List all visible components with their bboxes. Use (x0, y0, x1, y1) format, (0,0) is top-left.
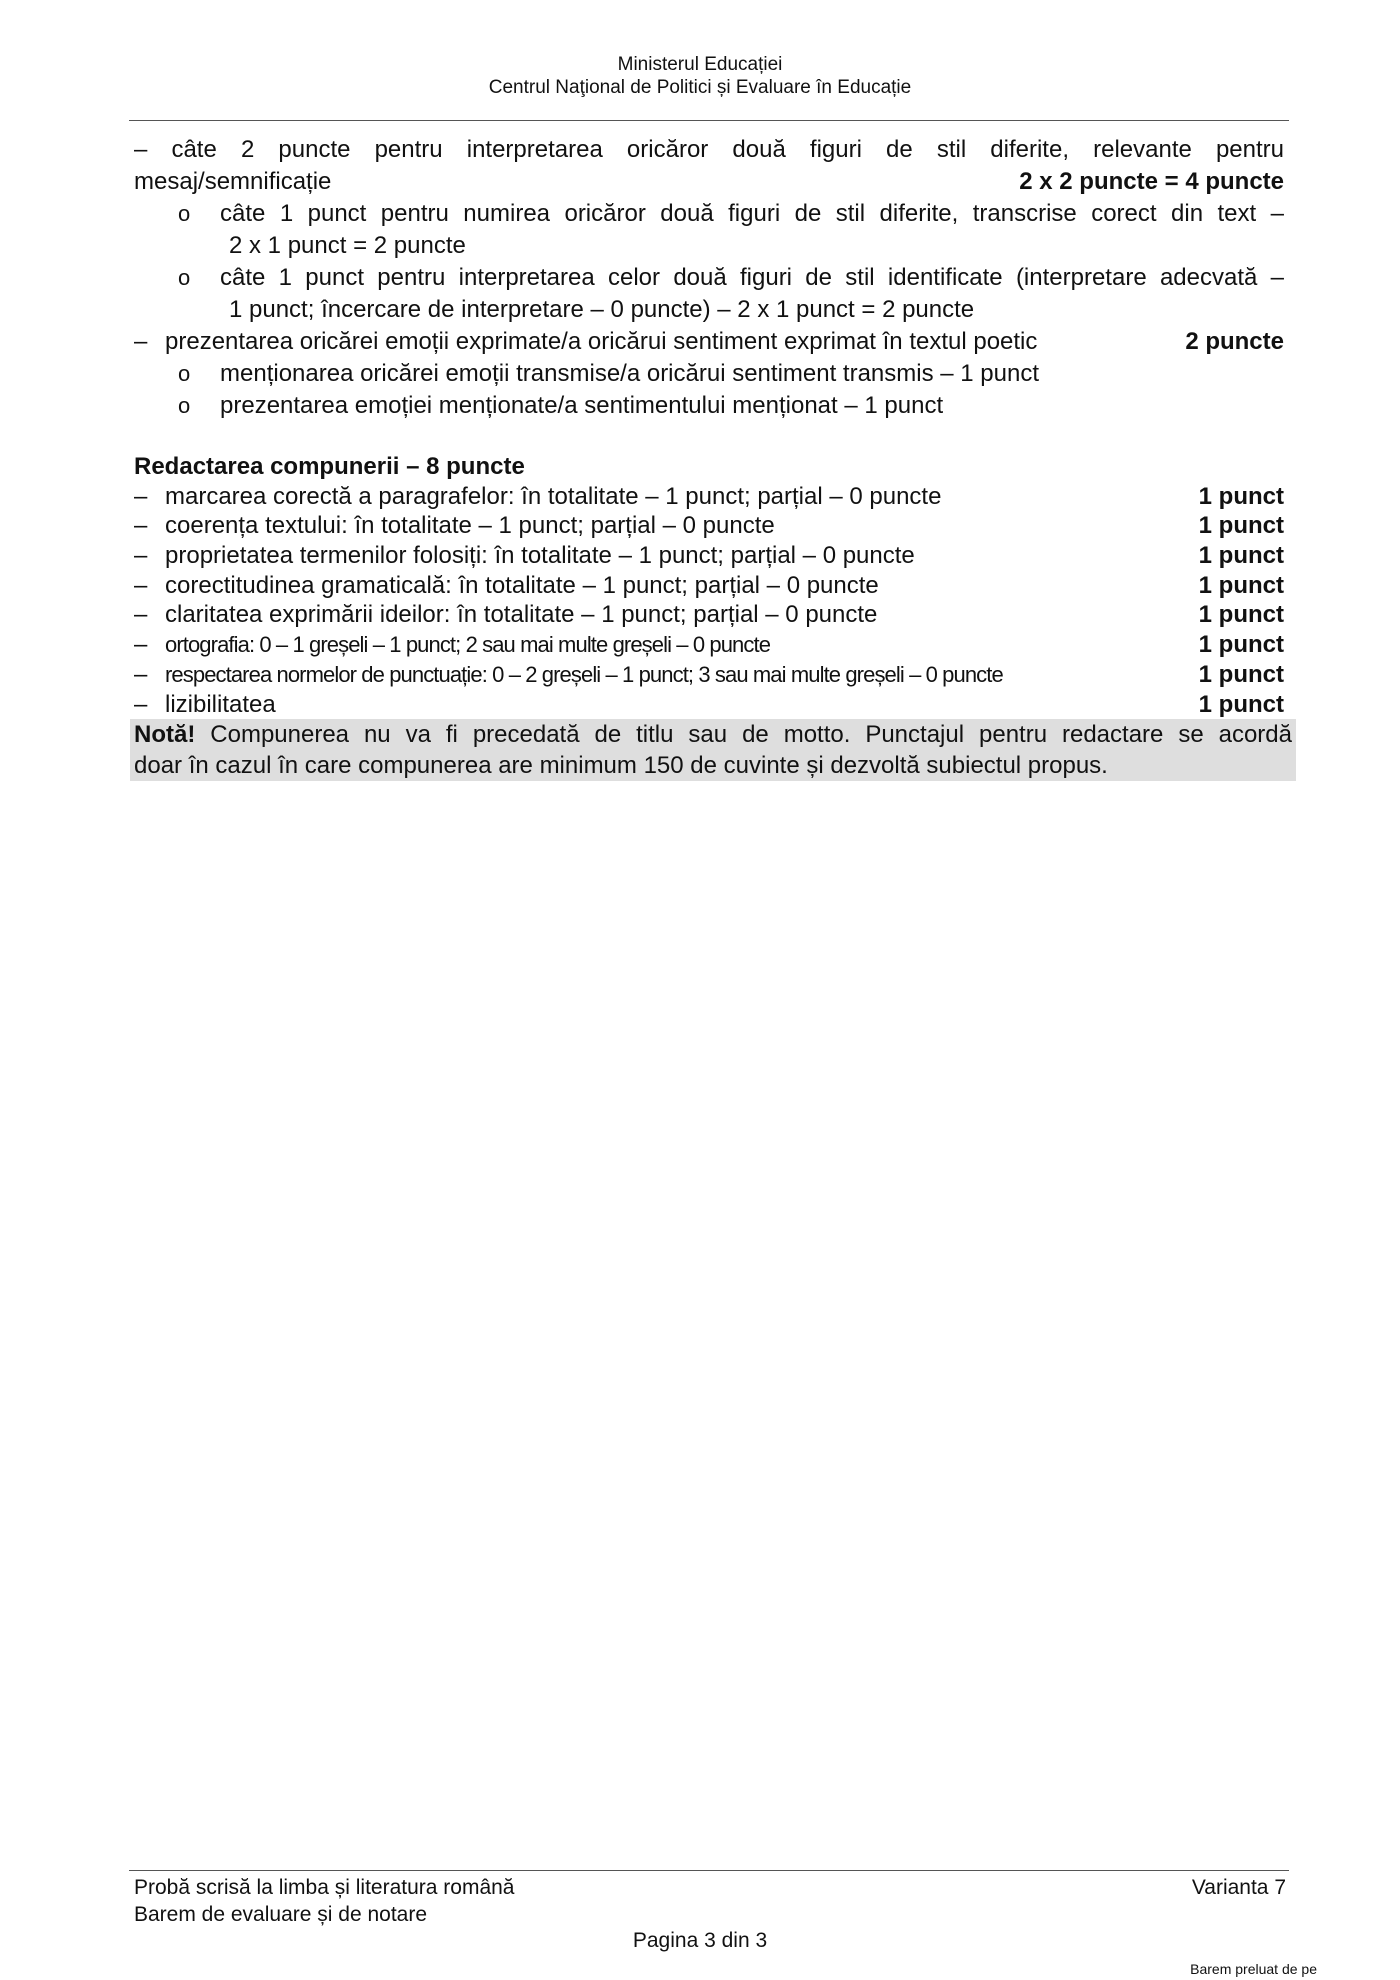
dash-marker: – (134, 601, 148, 629)
criterion-text: corectitudinea gramaticală: în totalitate – 1 punct; parțial – 0 puncte (165, 571, 879, 599)
item2-text: prezentarea oricărei emoții exprimate/a oricărui sentiment exprimat în textul poetic (165, 328, 1038, 355)
item1-line2-text: mesaj/semnificație (134, 168, 332, 195)
note-box (130, 719, 1296, 781)
criterion-text: marcarea corectă a paragrafelor: în totalitate – 1 punct; parțial – 0 puncte (165, 482, 942, 510)
footer-divider (129, 1870, 1289, 1871)
criterion-text: coerența textului: în totalitate – 1 punct; parțial – 0 puncte (165, 512, 775, 540)
item1-line1: – câte 2 puncte pentru interpretarea oricăror două figuri de stil diferite, relevante pentru (134, 136, 1284, 163)
note-line-2: doar în cazul în care compunerea are minimum 150 de cuvinte și dezvoltă subiectul propus. (134, 752, 1108, 780)
criterion-row (134, 482, 1284, 512)
sub-item-1-text: câte 1 punct pentru numirea oricăror două figuri de stil diferite, transcrise corect din text – (220, 200, 1284, 227)
sub-item-4-text: prezentarea emoției menționate/a sentimentului menționat – 1 punct (220, 392, 944, 419)
dash-marker: – (134, 660, 148, 688)
header-center: Centrul Naţional de Politici și Evaluare în Educație (488, 77, 912, 98)
bullet-icon: o (178, 265, 191, 290)
sub-item-2 (134, 262, 1284, 294)
item1-line2 (134, 166, 1284, 198)
criterion-row (134, 660, 1284, 690)
header-ministry: Ministerul Educației (617, 54, 783, 75)
criterion-text: respectarea normelor de punctuație: 0 – 2 greșeli – 1 punct; 3 sau mai multe greșeli – 0 puncte (165, 661, 1003, 687)
dash-marker: – (134, 328, 148, 355)
criterion-text: proprietatea termenilor folosiți: în totalitate – 1 punct; parțial – 0 puncte (165, 542, 915, 570)
criterion-score: 1 punct (1198, 482, 1284, 510)
sub-item-3 (134, 358, 1284, 390)
note-label: Notă! (134, 721, 196, 749)
criterion-row (134, 690, 1284, 720)
header-divider (129, 120, 1289, 121)
footer-variant: Varianta 7 (1191, 1876, 1286, 1899)
bullet-icon: o (178, 201, 191, 226)
criterion-score: 1 punct (1198, 601, 1284, 629)
criterion-score: 1 punct (1198, 542, 1284, 570)
criterion-score: 1 punct (1198, 512, 1284, 540)
sub-item-1 (134, 198, 1284, 230)
criterion-score: 1 punct (1198, 660, 1284, 688)
dash-marker: – (134, 512, 148, 540)
criterion-row (134, 571, 1284, 601)
criterion-row (134, 630, 1284, 660)
page-number: Pagina 3 din 3 (632, 1929, 768, 1952)
footer-exam-title: Probă scrisă la limba și literatura română (134, 1876, 515, 1899)
page-footer (134, 1874, 1286, 1928)
sub-item-4 (134, 390, 1284, 422)
dash-marker: – (134, 482, 148, 510)
dash-marker: – (134, 542, 148, 570)
redactare-section (134, 452, 1284, 719)
note-text-1: Compunerea nu va fi precedată de titlu sau de motto. Punctajul pentru redactare se acordă (195, 721, 1292, 749)
item1-score: 2 x 2 puncte = 4 puncte (1019, 168, 1284, 195)
criterion-row (134, 600, 1284, 630)
criterion-text: claritatea exprimării ideilor: în totalitate – 1 punct; parțial – 0 puncte (165, 601, 878, 629)
criterion-text: ortografia: 0 – 1 greșeli – 1 punct; 2 sau mai multe greșeli – 0 puncte (165, 632, 771, 658)
criterion-row (134, 541, 1284, 571)
sub-item-2-cont: 1 punct; încercare de interpretare – 0 puncte) – 2 x 1 punct = 2 puncte (229, 296, 975, 323)
document-body (134, 134, 1292, 781)
bullet-icon: o (178, 393, 191, 418)
dash-marker: – (134, 631, 148, 659)
footer-barem-title: Barem de evaluare și de notare (134, 1903, 428, 1926)
criterion-score: 1 punct (1198, 631, 1284, 659)
criterion-row (134, 511, 1284, 541)
item2-score: 2 puncte (1185, 328, 1284, 355)
criterion-score: 1 punct (1198, 571, 1284, 599)
item2 (134, 326, 1284, 358)
redactare-title: Redactarea compunerii – 8 puncte (134, 453, 525, 480)
dash-marker: – (134, 571, 148, 599)
criterion-score: 1 punct (1198, 690, 1284, 718)
section-gap (134, 422, 1284, 452)
page-header (0, 53, 1400, 99)
source-note: Barem preluat de pe (1190, 1961, 1317, 1977)
sub-item-3-text: menționarea oricărei emoții transmise/a oricărui sentiment transmis – 1 punct (220, 360, 1040, 387)
bullet-icon: o (178, 361, 191, 386)
dash-marker: – (134, 690, 148, 718)
sub-item-1-cont: 2 x 1 punct = 2 puncte (229, 232, 466, 259)
sub-item-2-text: câte 1 punct pentru interpretarea celor două figuri de stil identificate (interpretare adecvată – (220, 264, 1284, 291)
note-line-1 (134, 719, 1292, 750)
criterion-text: lizibilitatea (165, 690, 276, 718)
